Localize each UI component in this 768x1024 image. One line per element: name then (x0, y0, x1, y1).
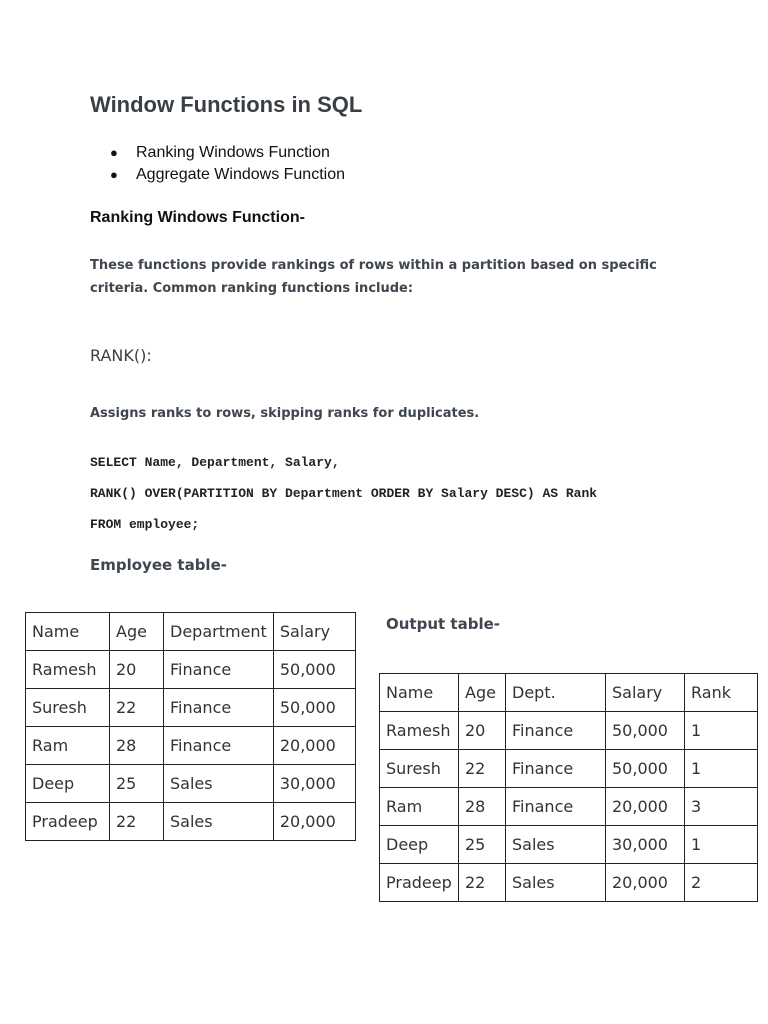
code-line-select: SELECT Name, Department, Salary, (90, 455, 340, 470)
table-cell: Finance (506, 750, 606, 788)
table-cell: 20,000 (273, 803, 355, 841)
table-header-row (380, 674, 758, 712)
table-cell: 20,000 (273, 727, 355, 765)
table-cell: Ram (380, 788, 459, 826)
table-header-cell: Age (110, 613, 164, 651)
table-header-cell: Name (380, 674, 459, 712)
table-header-cell: Salary (273, 613, 355, 651)
table-cell: 22 (459, 864, 506, 902)
table-cell: Finance (164, 651, 274, 689)
ranking-description: These functions provide rankings of rows within a partition based on specific criteria. Common ranking functions include: (90, 258, 657, 296)
table-header-cell: Salary (606, 674, 685, 712)
table-cell: 22 (110, 689, 164, 727)
table-cell: 20,000 (606, 864, 685, 902)
table-row (26, 689, 356, 727)
rank-description: Assigns ranks to rows, skipping ranks for duplicates. (90, 406, 480, 421)
table-cell: Suresh (380, 750, 459, 788)
table-row (380, 788, 758, 826)
table-cell: 20 (110, 651, 164, 689)
bullet-item-ranking: ● Ranking Windows Function (110, 142, 345, 164)
table-header-cell: Age (459, 674, 506, 712)
table-header-cell: Rank (685, 674, 758, 712)
table-cell: 28 (110, 727, 164, 765)
ranking-heading: Ranking Windows Function- (90, 209, 305, 226)
table-cell: 20 (459, 712, 506, 750)
table-cell: 22 (110, 803, 164, 841)
table-cell: 1 (685, 826, 758, 864)
table-cell: 3 (685, 788, 758, 826)
bullet-item-aggregate: ● Aggregate Windows Function (110, 164, 345, 186)
code-line-rank: RANK() OVER(PARTITION BY Department ORDER BY Salary DESC) AS Rank (90, 486, 598, 501)
table-row (380, 864, 758, 902)
table-cell: Pradeep (380, 864, 459, 902)
page-title: Window Functions in SQL (90, 92, 363, 117)
table-cell: 30,000 (606, 826, 685, 864)
table-cell: 30,000 (273, 765, 355, 803)
table-cell: 50,000 (606, 712, 685, 750)
table-cell: 28 (459, 788, 506, 826)
table-row (26, 765, 356, 803)
table-cell: Finance (506, 712, 606, 750)
table-cell: 50,000 (273, 689, 355, 727)
table-cell: 20,000 (606, 788, 685, 826)
table-cell: Finance (164, 727, 274, 765)
table-cell: 25 (110, 765, 164, 803)
employee-table-label: Employee table- (90, 556, 227, 574)
table-cell: Sales (506, 826, 606, 864)
table-cell: Finance (164, 689, 274, 727)
table-cell: Pradeep (26, 803, 110, 841)
table-row (26, 803, 356, 841)
table-cell: Suresh (26, 689, 110, 727)
table-cell: Ram (26, 727, 110, 765)
table-cell: 50,000 (606, 750, 685, 788)
code-line-from: FROM employee; (90, 517, 200, 532)
table-header-cell: Name (26, 613, 110, 651)
table-cell: Finance (506, 788, 606, 826)
table-row (380, 750, 758, 788)
table-cell: 1 (685, 750, 758, 788)
table-header-cell: Dept. (506, 674, 606, 712)
table-header-cell: Department (164, 613, 274, 651)
bullet-list (110, 142, 345, 186)
table-cell: Deep (380, 826, 459, 864)
table-cell: 22 (459, 750, 506, 788)
table-cell: Deep (26, 765, 110, 803)
table-cell: 50,000 (273, 651, 355, 689)
table-row (26, 727, 356, 765)
table-cell: Ramesh (26, 651, 110, 689)
table-row (380, 712, 758, 750)
rank-heading: RANK(): (90, 346, 152, 365)
table-row (26, 651, 356, 689)
table-cell: Sales (164, 803, 274, 841)
table-cell: 2 (685, 864, 758, 902)
output-table-label: Output table- (386, 615, 500, 633)
table-cell: 25 (459, 826, 506, 864)
table-row (380, 826, 758, 864)
table-cell: 1 (685, 712, 758, 750)
table-cell: Ramesh (380, 712, 459, 750)
output-table (379, 673, 758, 902)
table-cell: Sales (506, 864, 606, 902)
employee-table (25, 612, 356, 841)
table-header-row (26, 613, 356, 651)
table-cell: Sales (164, 765, 274, 803)
